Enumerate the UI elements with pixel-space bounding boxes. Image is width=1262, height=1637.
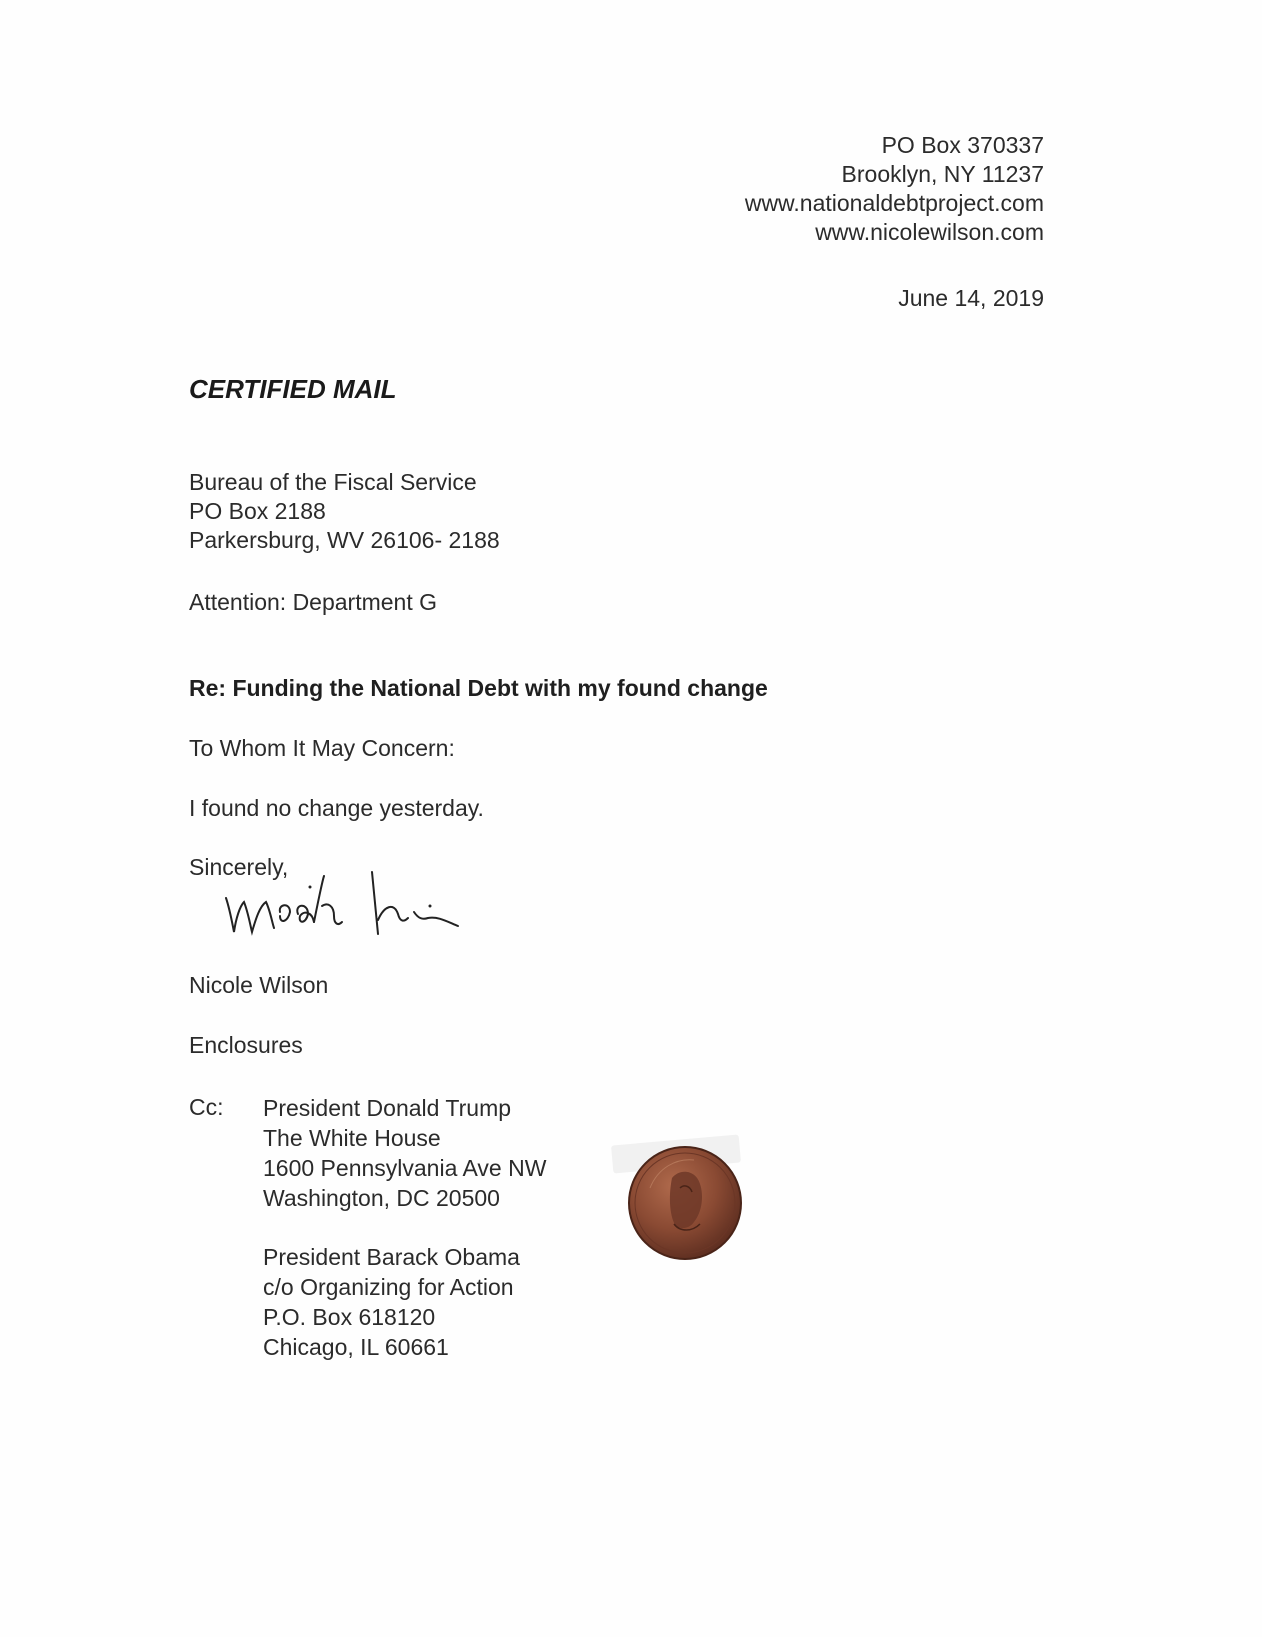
cc-recipient: [263, 1242, 520, 1362]
cc-line: 1600 Pennsylvania Ave NW: [263, 1155, 547, 1181]
cc-line: P.O. Box 618120: [263, 1304, 436, 1330]
signer-name: Nicole Wilson: [189, 972, 329, 998]
cc-line: President Donald Trump: [263, 1095, 512, 1121]
sender-po-box: PO Box 370337: [881, 132, 1044, 158]
cc-recipient: [263, 1093, 546, 1213]
cc-label: Cc:: [189, 1094, 224, 1120]
attention-line: Attention: Department G: [189, 589, 438, 615]
sender-address: [745, 131, 1044, 247]
salutation: To Whom It May Concern:: [189, 735, 455, 761]
subject-line: Re: Funding the National Debt with my found change: [189, 675, 768, 701]
recipient-name: Bureau of the Fiscal Service: [189, 469, 477, 495]
penny-coin-image: [610, 1128, 760, 1278]
recipient-address: [189, 468, 500, 555]
recipient-city-state-zip: Parkersburg, WV 26106- 2188: [189, 527, 500, 553]
cc-line: The White House: [263, 1125, 441, 1151]
sender-city-state-zip: Brooklyn, NY 11237: [841, 161, 1044, 187]
handwritten-signature: [218, 862, 478, 942]
enclosures-line: Enclosures: [189, 1032, 303, 1058]
sender-website-1: www.nationaldebtproject.com: [744, 190, 1044, 216]
certified-mail-heading: CERTIFIED MAIL: [189, 374, 397, 404]
sender-website-2: www.nicolewilson.com: [815, 219, 1044, 245]
cc-line: Washington, DC 20500: [263, 1185, 500, 1211]
cc-line: President Barack Obama: [263, 1244, 520, 1270]
cc-line: c/o Organizing for Action: [263, 1274, 514, 1300]
recipient-po-box: PO Box 2188: [189, 498, 326, 524]
letter-body: I found no change yesterday.: [189, 795, 484, 821]
letter-date: June 14, 2019: [898, 285, 1044, 311]
cc-line: Chicago, IL 60661: [263, 1334, 449, 1360]
closing: Sincerely,: [189, 854, 289, 880]
